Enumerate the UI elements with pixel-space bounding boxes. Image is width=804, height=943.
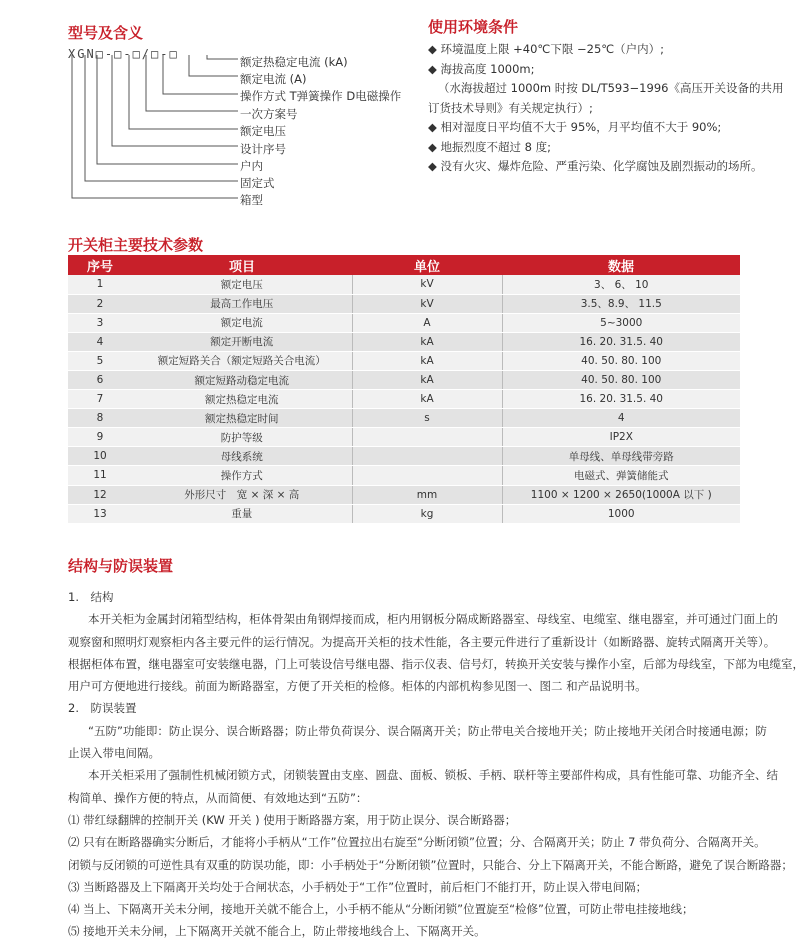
env-item: ◆ 没有火灾、爆炸危险、严重污染、化学腐蚀及剧烈振动的场所。 [428,159,763,173]
col-header-item: 项目 [132,255,352,275]
cell-data: 1100 × 1200 × 2650(1000A 以下 ) [502,485,740,504]
table-row [68,504,740,523]
env-item: ◆ 相对湿度日平均值不大于 95%，月平均值不大于 90%; [428,120,722,134]
cell-unit: kA [352,351,502,370]
model-item: 箱型 [240,193,263,207]
table-row [68,275,740,294]
env-section-title: 使用环境条件 [428,18,519,36]
cell-item: 外形尺寸 宽 × 深 × 高 [132,485,352,504]
cell-unit: mm [352,485,502,504]
structure-line: 本开关柜为金属封闭箱型结构，柜体骨架由角钢焊接而成，柜内用钢板分隔成断路器室、母线室、电缆室、继电器室，并可通过门面上的 [88,612,778,627]
model-item: 设计序号 [240,142,286,156]
structure-line: 闭锁与反闭锁的可逆性具有双重的防误功能，即：小手柄处于“分断闭锁”位置时，只能合、分上下隔离开关，不能合断路，避免了误合断路器； [68,857,793,872]
cell-unit: kV [352,275,502,294]
cell-item: 防护等级 [132,428,352,447]
env-list [428,40,788,177]
table-row [68,466,740,485]
cell-unit: kA [352,370,502,389]
table-row [68,332,740,351]
table-row [68,409,740,428]
table-header-row [68,255,740,275]
cell-data: 3、 6、 10 [502,275,740,294]
table-row [68,370,740,389]
cell-no: 6 [68,370,132,389]
cell-unit [352,447,502,466]
model-item: 固定式 [240,176,275,190]
cell-data: 单母线、单母线带旁路 [502,447,740,466]
cell-data: 16. 20. 31.5. 40 [502,390,740,409]
table-row [68,428,740,447]
cell-item: 额定电压 [132,275,352,294]
cell-unit: kA [352,332,502,351]
model-item: 额定电流 (A) [240,72,307,86]
cell-no: 9 [68,428,132,447]
cell-no: 5 [68,351,132,370]
structure-line: 构简单、操作方便的特点，从而简便、有效地达到“五防”： [68,790,368,805]
cell-no: 3 [68,313,132,332]
table-row [68,485,740,504]
structure-line: 用户可方便地进行接线。前面为断路器室，方便了开关柜的检修。柜体的内部机构参见图一、图二 和产品说明书。 [68,679,647,694]
cell-item: 最高工作电压 [132,294,352,313]
col-header-no: 序号 [68,255,132,275]
structure-line: 本开关柜采用了强制性机械闭锁方式，闭锁装置由支座、圆盘、面板、锁板、手柄、联杆等主要部件构成，具有性能可靠、功能齐全、结 [88,768,778,783]
cell-unit [352,466,502,485]
structure-line: 1. 结构 [68,590,114,604]
env-item: ◆ 海拔高度 1000m; [428,61,535,76]
cell-data: 4 [502,409,740,428]
cell-item: 额定热稳定时间 [132,409,352,428]
cell-unit: s [352,409,502,428]
model-code: XGN□-□-□/□-□ [68,47,179,61]
model-bracket-diagram [68,55,243,205]
cell-item: 重量 [132,504,352,523]
cell-unit: A [352,313,502,332]
cell-no: 1 [68,275,132,294]
cell-data: 1000 [502,504,740,523]
tech-section-title: 开关柜主要技术参数 [68,236,204,254]
structure-section-title: 结构与防误装置 [68,557,174,575]
col-header-data: 数据 [502,255,740,275]
structure-line: 观察窗和照明灯观察柜内各主要元件的运行情况。为提高开关柜的技术性能，各主要元件进行了重新设计（如断路器、旋转式隔离开关等）。 [68,634,776,649]
structure-line: ⑵ 只有在断路器确实分断后，才能将小手柄从“工作”位置拉出右旋至“分断闭锁”位置；分、合隔离开关；防止 7 带负荷分、合隔离开关。 [68,835,766,850]
structure-line: ⑸ 接地开关未分闸，上下隔离开关就不能合上，防止带接地线合上、下隔离开关。 [68,924,486,939]
model-item: 户内 [240,159,263,173]
cell-data: 电磁式、弹簧储能式 [502,466,740,485]
cell-no: 8 [68,409,132,428]
cell-item: 额定短路关合（额定短路关合电流） [132,351,352,370]
structure-line: 2. 防误装置 [68,701,137,716]
table-row [68,351,740,370]
cell-data: 40. 50. 80. 100 [502,351,740,370]
cell-item: 额定短路动稳定电流 [132,370,352,389]
structure-line: 止误入带电间隔。 [68,746,160,761]
cell-data: 5~3000 [502,313,740,332]
model-section-title: 型号及含义 [68,24,144,42]
structure-body [68,586,804,943]
cell-no: 7 [68,390,132,409]
model-item: 操作方式 T弹簧操作 D电磁操作 [240,89,402,103]
cell-unit: kA [352,390,502,409]
cell-data: 16. 20. 31.5. 40 [502,332,740,351]
cell-item: 操作方式 [132,466,352,485]
tech-params-table [68,255,740,524]
cell-no: 2 [68,294,132,313]
cell-no: 13 [68,504,132,523]
env-item: 订货技术导则》有关规定执行）; [428,100,593,115]
col-header-unit: 单位 [352,255,502,275]
cell-item: 额定电流 [132,313,352,332]
cell-no: 10 [68,447,132,466]
env-item: （水海拔超过 1000m 时按 DL/T593−1996《高压开关设备的共用 [438,81,784,95]
structure-line: ⑶ 当断路器及上下隔离开关均处于合闸状态，小手柄处于“工作”位置时，前后柜门不能打开，防止误入带电间隔； [68,879,648,894]
cell-unit: kV [352,294,502,313]
cell-unit: kg [352,504,502,523]
structure-line: “五防”功能即：防止误分、误合断路器；防止带负荷误分、误合隔离开关；防止带电关合接地开关；防止接地开关闭合时接通电源；防 [88,723,767,738]
cell-no: 12 [68,485,132,504]
structure-line: ⑴ 带红绿翻牌的控制开关 (KW 开关 ) 使用于断路器方案，用于防止误分、误合断路器； [68,812,517,827]
env-item: ◆ 环境温度上限 +40℃下限 −25℃（户内）; [428,42,665,56]
table-row [68,390,740,409]
model-item: 额定热稳定电流 (kA) [240,55,348,69]
structure-line: ⑷ 当上、下隔离开关未分闸，接地开关就不能合上，小手柄不能从“分断闭锁”位置旋至“检修”位置，可防止带电挂接地线； [68,902,694,917]
table-row [68,313,740,332]
table-row [68,447,740,466]
cell-data: IP2X [502,428,740,447]
table-row [68,294,740,313]
cell-item: 额定开断电流 [132,332,352,351]
cell-data: 3.5、8.9、 11.5 [502,294,740,313]
model-item: 额定电压 [240,124,286,138]
model-item: 一次方案号 [240,107,298,121]
cell-unit [352,428,502,447]
structure-line: 根据柜体布置，继电器室可安装继电器，门上可装设信号继电器、指示仪表、信号灯，转换开关安装与操作小室，后部为母线室，下部为电缆室， [68,656,804,671]
cell-item: 母线系统 [132,447,352,466]
cell-no: 4 [68,332,132,351]
cell-data: 40. 50. 80. 100 [502,370,740,389]
cell-item: 额定热稳定电流 [132,390,352,409]
cell-no: 11 [68,466,132,485]
env-item: ◆ 地振烈度不超过 8 度; [428,139,552,154]
